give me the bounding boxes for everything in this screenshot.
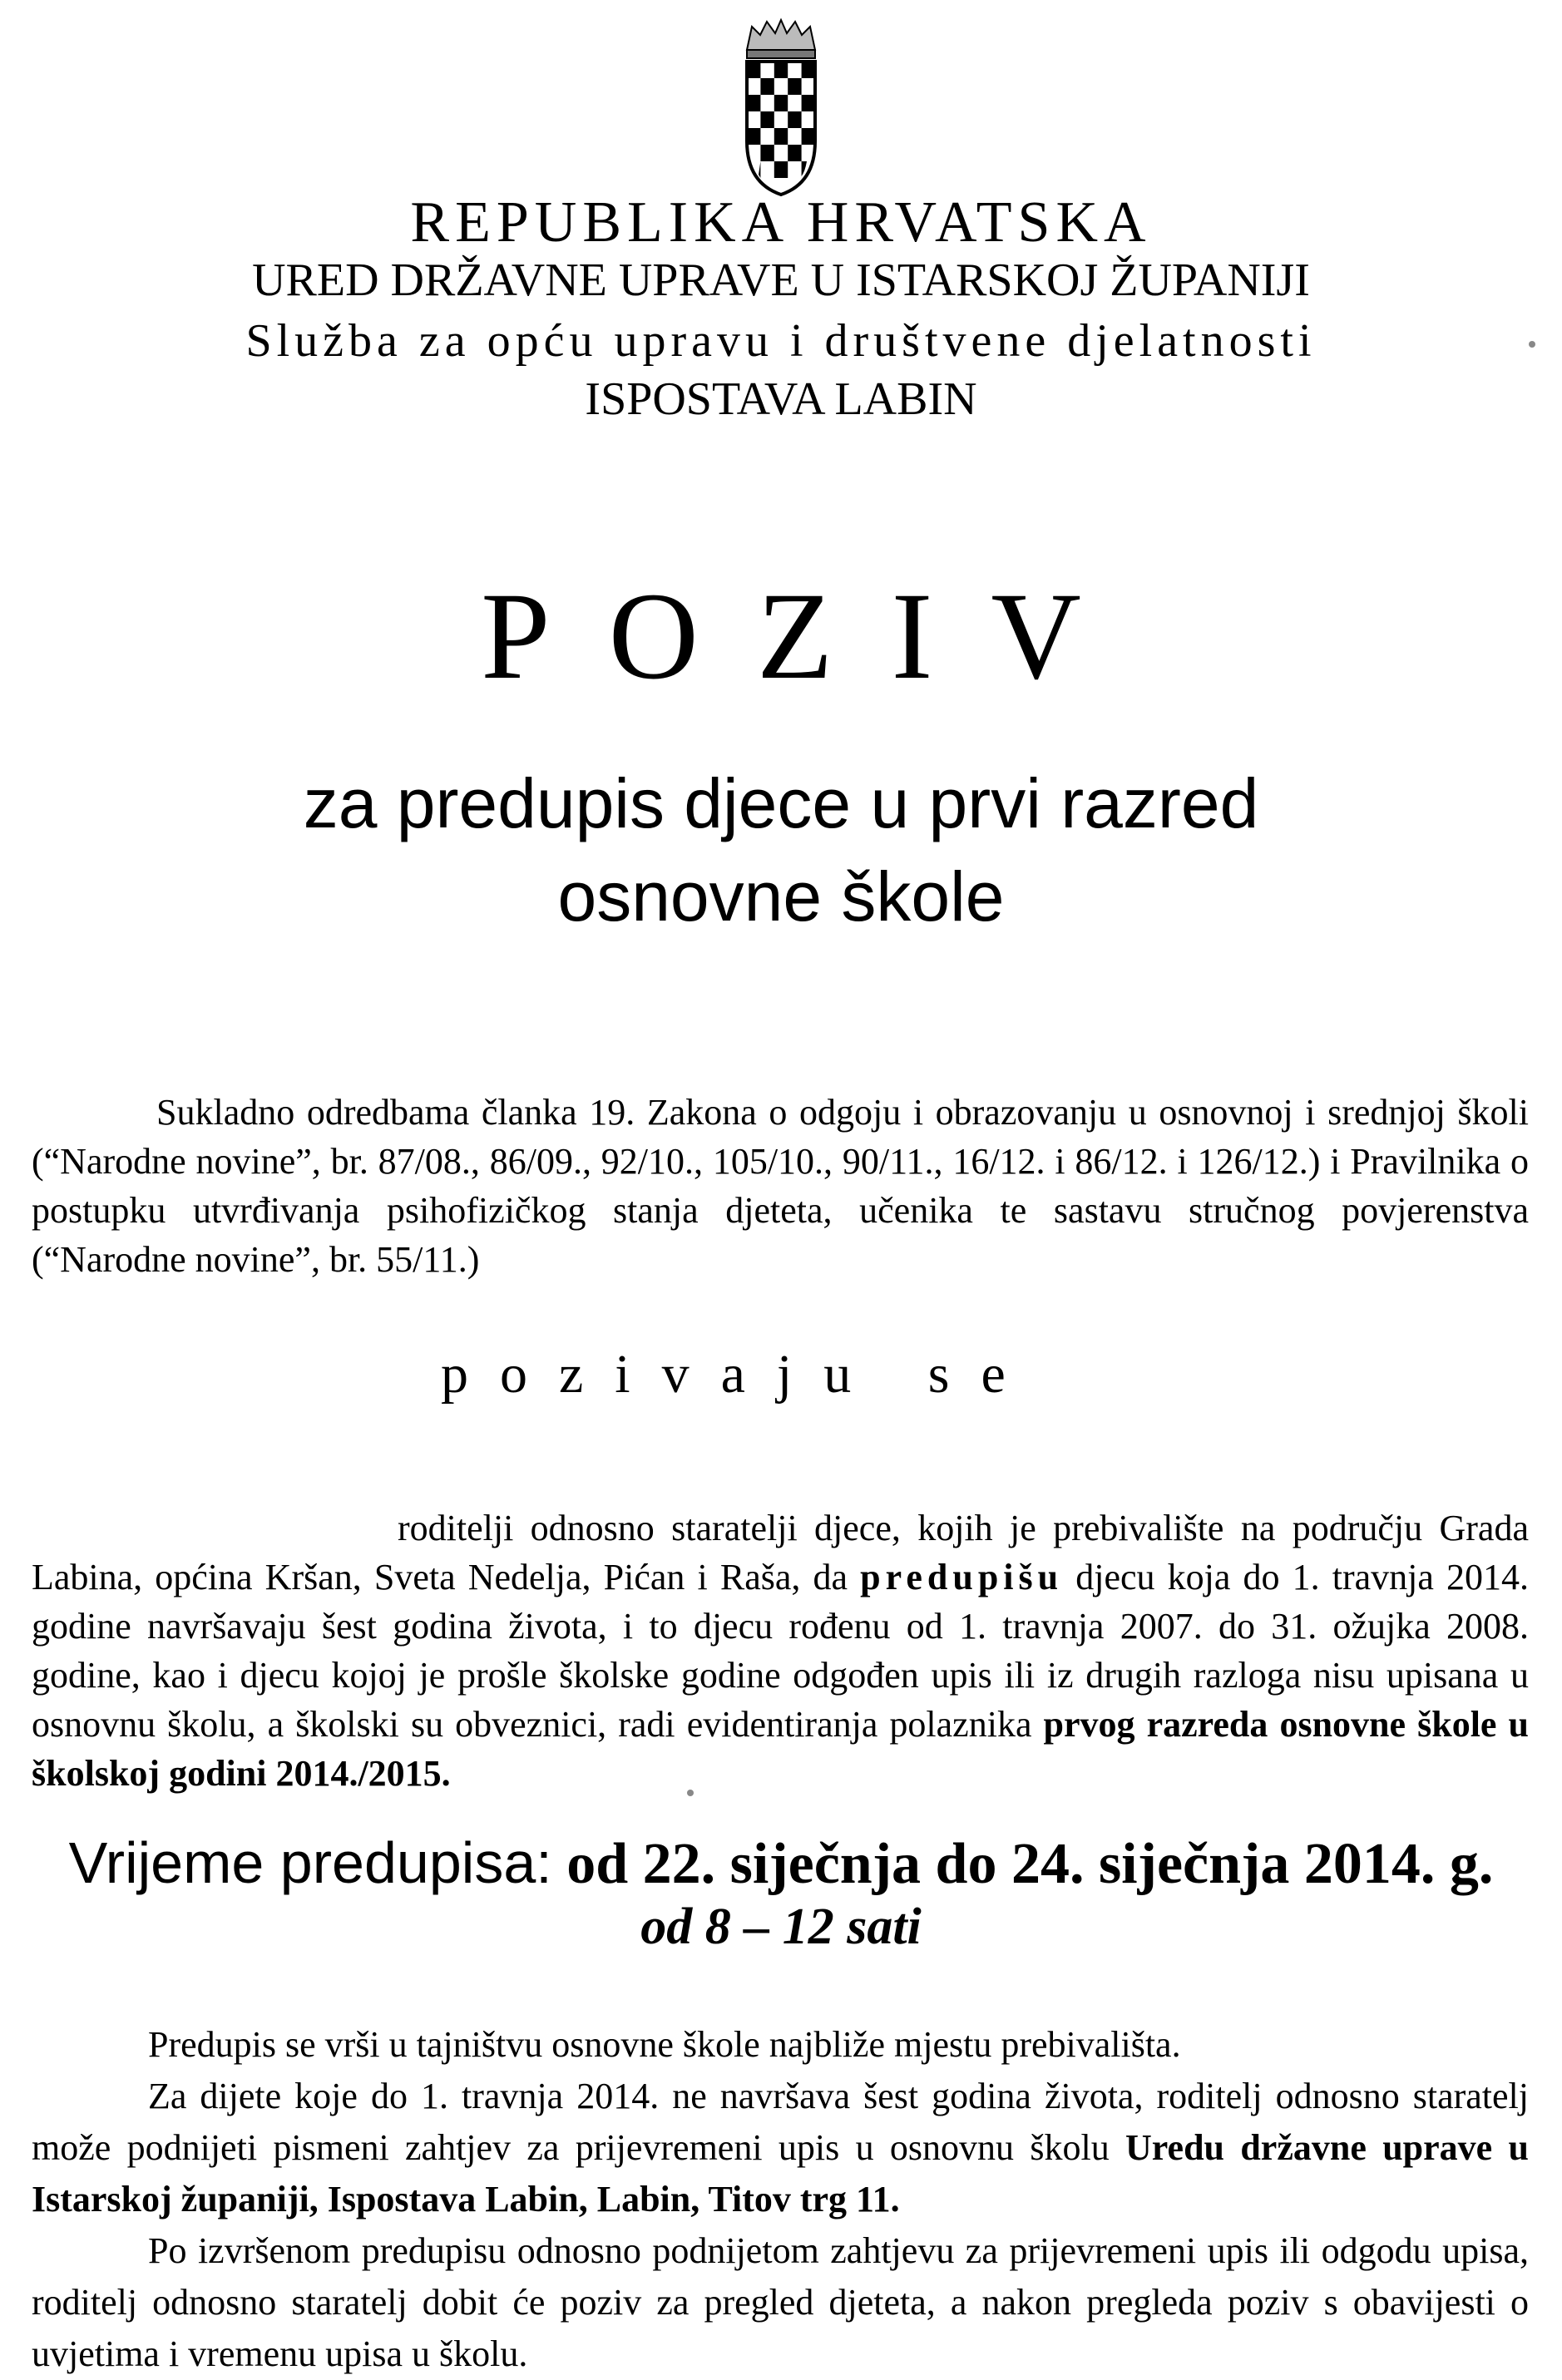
parents-paragraph — [32, 1504, 1529, 1798]
document-title: POZIV — [481, 567, 1139, 705]
closing-paragraph-2 — [32, 2071, 1529, 2225]
closing-section — [32, 2019, 1529, 2380]
enrollment-time-label: Vrijeme predupisa: — [68, 1830, 552, 1895]
pozivaju-se-heading: pozivaju se — [441, 1344, 1037, 1405]
header-office: URED DRŽAVNE UPRAVE U ISTARSKOJ ŽUPANIJI — [252, 254, 1310, 306]
header-republic: REPUBLIKA HRVATSKA — [410, 190, 1152, 254]
enrollment-time-value: od 22. siječnja do 24. siječnja 2014. g. — [566, 1832, 1494, 1896]
school-year-bold: prvog razreda osnovne škole u školskoj godini 2014./2015. — [32, 1704, 1529, 1794]
enrollment-hours: od 8 – 12 sati — [640, 1899, 922, 1955]
parents-text-1: roditelji odnosno staratelji djece, kojih je prebivalište na području Grada Labina, općina Kršan, Sveta Nedelja, Pićan i Raša, da — [32, 1508, 1529, 1597]
closing-p2-address: Uredu državne uprave u Istarskoj županiji, Ispostava Labin, Labin, Titov trg 11. — [32, 2127, 1529, 2220]
scan-speck — [687, 1790, 694, 1796]
document-subtitle-line1: za predupis djece u prvi razred — [303, 764, 1259, 842]
closing-p2-text: Za dijete koje do 1. travnja 2014. ne navršava šest godina života, roditelj odnosno staratelj može podnijeti pismeni zahtjev za prijevremeni upis u osnovnu školu — [32, 2076, 1529, 2168]
intro-paragraph: Sukladno odredbama članka 19. Zakona o odgoju i obrazovanju u osnovnoj i srednjoj školi (“Narodne novine”, br. 87/08., 86/09., 92/10., 105/10., 90/11., 16/12. i 86/12. i 126/12.) i Pravilnika o postupku utvrđivanja psihofizičkog stanja djeteta, učenika te sastavu stručnog povjerenstva (“Narodne novine”, br. 55/11.) — [32, 1092, 1529, 1280]
scan-speck — [1529, 341, 1535, 348]
header-service: Služba za opću upravu i društvene djelatnosti — [245, 315, 1317, 367]
emphasis-predupisu: predupišu — [860, 1557, 1064, 1597]
closing-paragraph-3: Po izvršenom predupisu odnosno podnijetom zahtjevu za prijevremeni upis ili odgodu upisa, roditelj odnosno staratelj dobit će poziv za pregled djeteta, a nakon pregleda poziv s obavijesti o uvjetima i vremenu upisa u školu. — [32, 2230, 1529, 2374]
header-branch: ISPOSTAVA LABIN — [585, 373, 977, 425]
croatian-coat-of-arms-icon — [735, 17, 827, 200]
enrollment-time — [0, 1829, 1562, 1898]
closing-paragraph-1: Predupis se vrši u tajništvu osnovne škole najbliže mjestu prebivališta. — [148, 2024, 1181, 2065]
parents-text-2: djecu koja do 1. travnja 2014. godine navršavaju šest godina života, i to djecu rođenu od 1. travnja 2007. do 31. ožujka 2008. godine, kao i djecu kojoj je prošle školske godine odgođen upis ili iz drugih razloga nisu upisana u osnovnu školu, a školski su obveznici, radi evidentiranja polaznika — [32, 1557, 1530, 1745]
document-subtitle-line2: osnovne škole — [557, 857, 1005, 936]
